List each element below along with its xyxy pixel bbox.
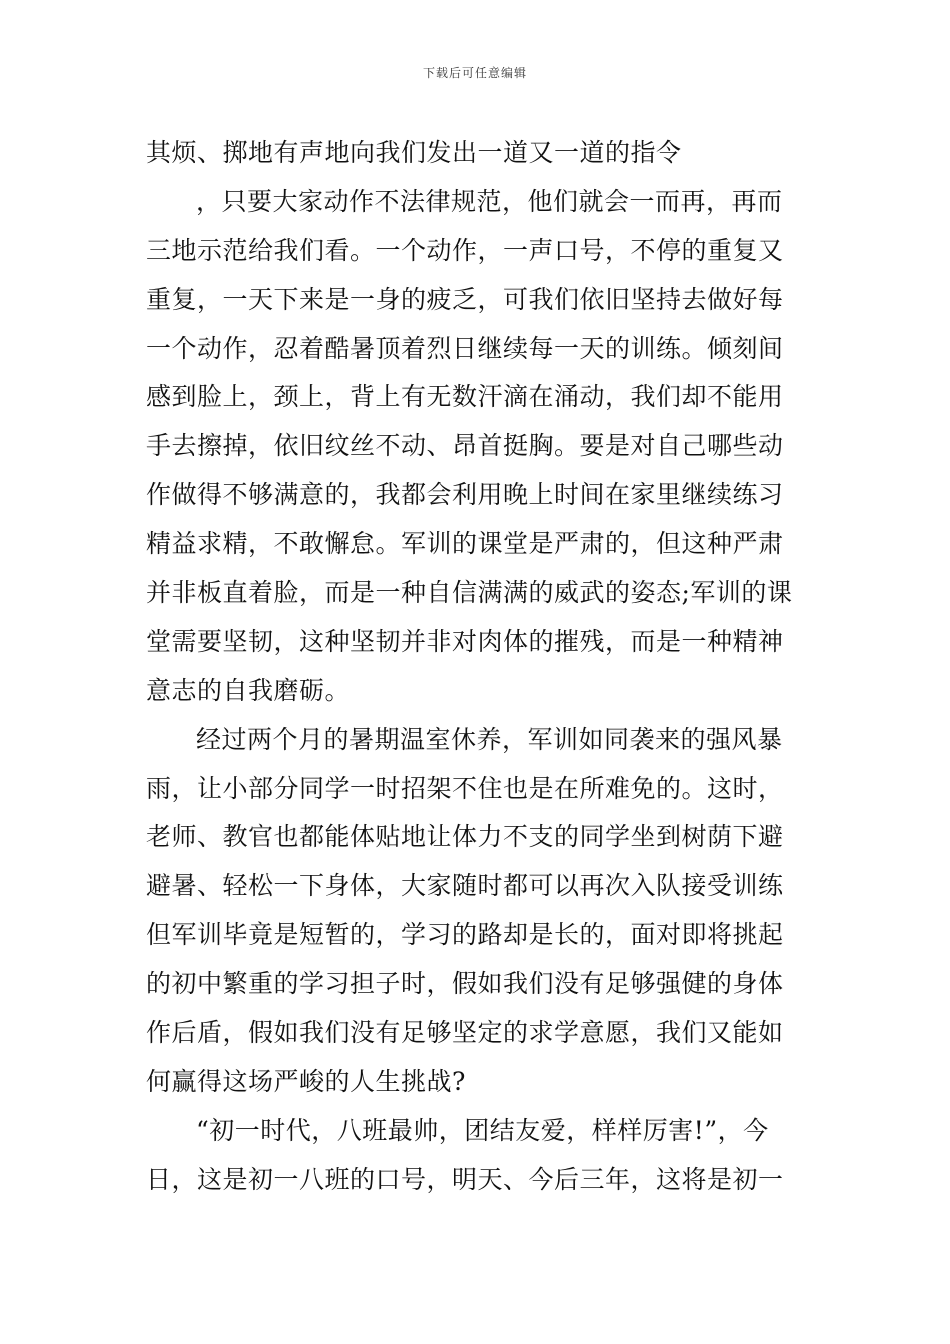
text-line: 精益求精，不敢懈怠。军训的课堂是严肃的，但这种严肃 [146, 529, 784, 559]
text-line: “初一时代，八班最帅，团结友爱，样样厉害!”，今 [196, 1115, 769, 1145]
text-line: 意志的自我磨砺。 [146, 675, 351, 705]
text-line: 其烦、掷地有声地向我们发出一道又一道的指令 [146, 138, 682, 167]
text-line: 手去擦掉，依旧纹丝不动、昂首挺胸。要是对自己哪些动 [146, 431, 784, 461]
text-line: 三地示范给我们看。一个动作，一声口号，不停的重复又 [146, 235, 784, 265]
text-line: 重复，一天下来是一身的疲乏，可我们依旧坚持去做好每 [146, 284, 784, 314]
text-line: 何赢得这场严峻的人生挑战? [146, 1066, 466, 1096]
document-body [146, 129, 818, 1205]
text-line: 老师、教官也都能体贴地让体力不支的同学坐到树荫下避 [146, 822, 784, 852]
text-line: 并非板直着脸，而是一种自信满满的威武的姿态;军训的课 [146, 578, 793, 608]
page-header: 下载后可任意编辑 [422, 66, 527, 80]
text-line: 经过两个月的暑期温室休养，军训如同袭来的强风暴 [196, 724, 783, 754]
text-line: 雨，让小部分同学一时招架不住也是在所难免的。这时， [146, 773, 784, 803]
text-line: 但军训毕竟是短暂的，学习的路却是长的，面对即将挑起 [146, 920, 784, 950]
text-line: ，只要大家动作不法律规范，他们就会一而再，再而 [196, 186, 783, 216]
text-line: 堂需要坚韧，这种坚韧并非对肉体的摧残，而是一种精神 [146, 626, 784, 656]
text-line: 作做得不够满意的，我都会利用晚上时间在家里继续练习 [146, 480, 784, 510]
text-line: 感到脸上，颈上，背上有无数汗滴在涌动，我们却不能用 [146, 382, 784, 412]
text-line: 日，这是初一八班的口号，明天、今后三年，这将是初一 [146, 1164, 784, 1194]
text-line: 一个动作，忍着酷暑顶着烈日继续每一天的训练。倾刻间 [146, 333, 784, 363]
text-line: 作后盾，假如我们没有足够坚定的求学意愿，我们又能如 [146, 1018, 784, 1048]
text-line: 避暑、轻松一下身体，大家随时都可以再次入队接受训练 [146, 871, 784, 901]
text-line: 的初中繁重的学习担子时，假如我们没有足够强健的身体 [146, 969, 784, 999]
